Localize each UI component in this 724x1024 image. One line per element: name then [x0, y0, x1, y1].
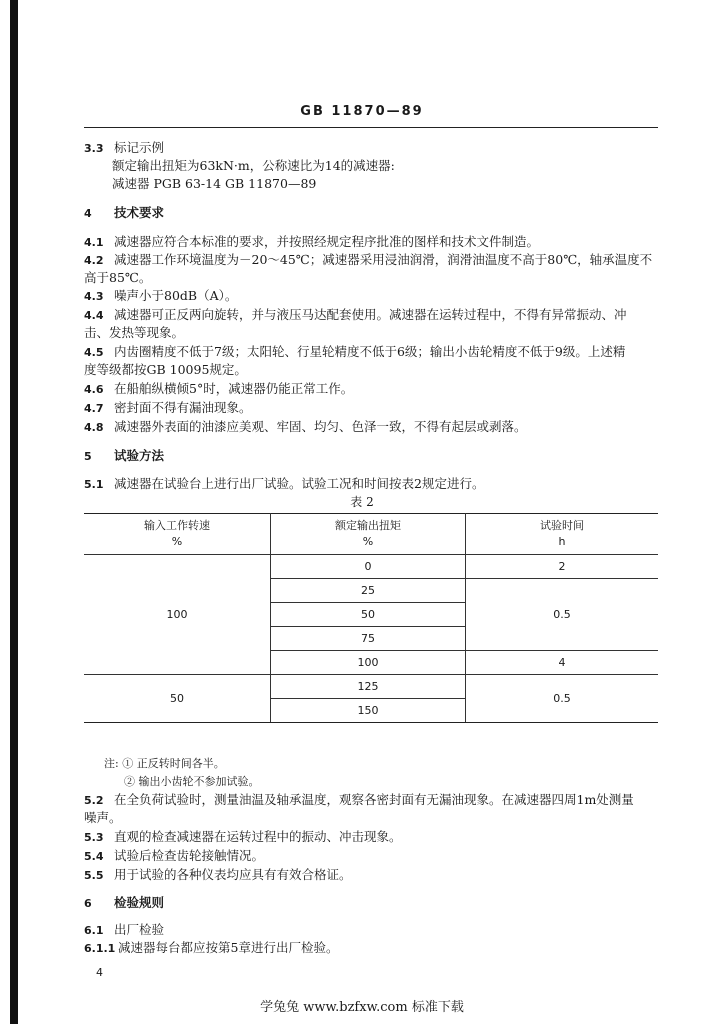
clause-4-3: 4.3 噪声小于80dB（A）。: [84, 288, 238, 303]
section-4-title: 4 技术要求: [84, 205, 165, 220]
site-footer: 学兔兔 www.bzfxw.com 标准下载: [260, 1000, 464, 1015]
clause-5-5: 5.5 用于试验的各种仪表均应具有有效合格证。: [84, 867, 352, 882]
cell-torque: 50: [271, 603, 466, 627]
cell-time: 2: [466, 555, 659, 579]
clause-5-2-cont: 噪声。: [84, 810, 122, 825]
header-rule: [84, 127, 658, 128]
clause-5-1: 5.1 减速器在试验台上进行出厂试验。试验工况和时间按表2规定进行。: [84, 476, 485, 491]
clause-6-1-1: 6.1.1 减速器每台都应按第5章进行出厂检验。: [84, 940, 339, 955]
clause-5-3: 5.3 直观的检查减速器在运转过程中的振动、冲击现象。: [84, 829, 402, 844]
clause-4-8: 4.8 减速器外表面的油漆应美观、牢固、均匀、色泽一致，不得有起层或剥落。: [84, 419, 527, 434]
cell-torque: 150: [271, 699, 466, 723]
standard-header: GB 11870—89: [300, 104, 424, 119]
cell-speed-100: 100: [166, 608, 188, 621]
cell-speed-50: 50: [84, 675, 271, 723]
table-note-1: 注: ① 正反转时间各半。: [104, 757, 225, 770]
test-conditions-table: [84, 513, 658, 723]
col-rated-torque: 额定输出扭矩 %: [271, 514, 466, 555]
cell-torque: 100: [271, 651, 466, 675]
clause-5-2: 5.2 在全负荷试验时，测量油温及轴承温度，观察各密封面有无漏油现象。在减速器四周1m处测量: [84, 792, 634, 807]
table-caption: 表 2: [350, 495, 374, 509]
clause-4-2-cont: 高于85℃。: [84, 270, 152, 285]
col-input-speed: 输入工作转速 %: [84, 514, 271, 555]
cell-time: 0.5: [466, 675, 659, 723]
binding-edge: [10, 0, 18, 1024]
clause-4-5: 4.5 内齿圈精度不低于7级；太阳轮、行星轮精度不低于6级；输出小齿轮精度不低于9级。上述精: [84, 344, 626, 359]
example-description: 额定输出扭矩为63kN·m，公称速比为14的减速器:: [112, 158, 395, 173]
clause-4-5-cont: 度等级都按GB 10095规定。: [84, 362, 247, 377]
table-note-2: ② 输出小齿轮不参加试验。: [124, 775, 260, 788]
example-marking: 减速器 PGB 63-14 GB 11870—89: [112, 176, 317, 191]
cell-time: 0.5: [466, 579, 659, 651]
clause-4-4: 4.4 减速器可正反两向旋转，并与液压马达配套使用。减速器在运转过程中，不得有异常振动、冲: [84, 307, 627, 322]
section-5-title: 5 试验方法: [84, 448, 165, 463]
section-3-3-title: 3.3 标记示例: [84, 140, 165, 155]
clause-6-1: 6.1 出厂检验: [84, 922, 165, 937]
cell-torque: 25: [271, 579, 466, 603]
cell-torque: 75: [271, 627, 466, 651]
clause-4-1: 4.1 减速器应符合本标准的要求，并按照经规定程序批准的图样和技术文件制造。: [84, 234, 540, 249]
page-number: 4: [96, 966, 103, 979]
cell-time: 4: [466, 651, 659, 675]
clause-4-7: 4.7 密封面不得有漏油现象。: [84, 400, 252, 415]
clause-4-6: 4.6 在船舶纵横倾5°时，减速器仍能正常工作。: [84, 381, 354, 396]
section-6-title: 6 检验规则: [84, 895, 165, 910]
clause-5-4: 5.4 试验后检查齿轮接触情况。: [84, 848, 265, 863]
col-test-time: 试验时间 h: [466, 514, 659, 555]
cell-torque: 125: [271, 675, 466, 699]
clause-4-2: 4.2 减速器工作环境温度为－20～45℃；减速器采用浸油润滑，润滑油温度不高于80℃，轴承温度不: [84, 252, 653, 267]
clause-4-4-cont: 击、发热等现象。: [84, 325, 185, 340]
cell-torque: 0: [271, 555, 466, 579]
